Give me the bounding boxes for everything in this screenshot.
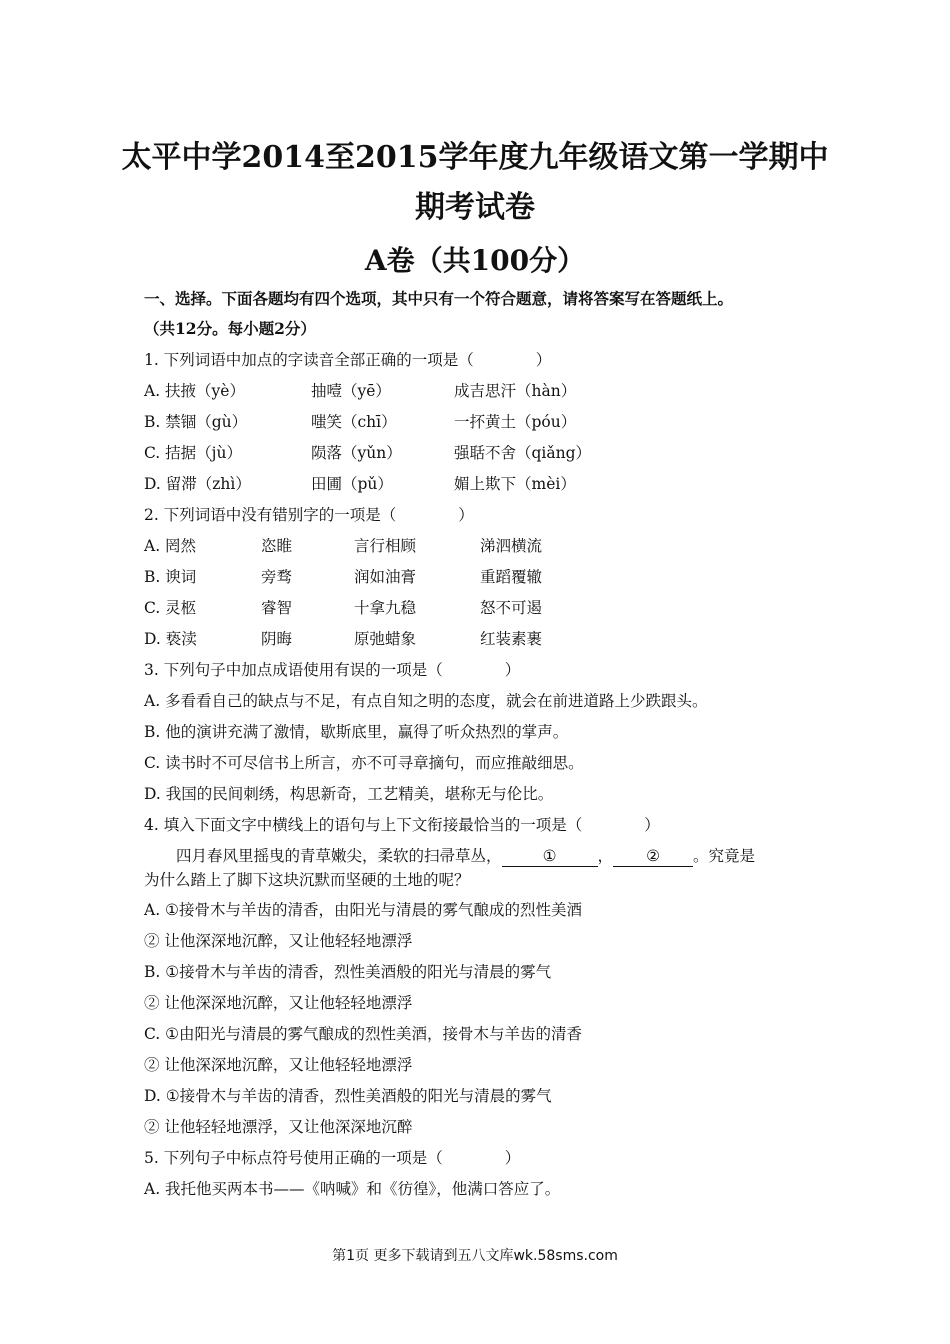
q2-b-word4: 重蹈覆辙 [480, 568, 543, 586]
q4-option-d2: ② 让他轻轻地漂浮，又让他深深地沉醉 [144, 1118, 413, 1136]
q2-a-word2: 恣睢 [261, 537, 293, 555]
q2-a-word1: A. 罔然 [144, 537, 197, 555]
q1-a-word1: A. 扶掖（yè） [144, 382, 245, 400]
q2-c-word4: 怒不可遏 [480, 599, 543, 617]
q1-d-word2: 田圃（pǔ） [311, 475, 393, 493]
q1-c-word2: 陨落（yǔn） [311, 444, 402, 462]
q5-option-a: A. 我托他买两本书——《呐喊》和《彷徨》，他满口答应了。 [144, 1180, 561, 1198]
q1-b-word2: 嗤笑（chī） [311, 413, 397, 431]
exam-title-line1: 太平中学2014至2015学年度九年级语文第一学期中 [121, 140, 829, 175]
q2-d-word2: 阴晦 [261, 630, 293, 648]
q4-passage-part2: 。究竟是 [693, 847, 756, 865]
q4-comma: ， [597, 847, 614, 865]
q2-stem: 2. 下列词语中没有错别字的一项是（ ） [144, 506, 474, 524]
q4-option-a1: A. ①接骨木与羊齿的清香，由阳光与清晨的雾气酿成的烈性美酒 [144, 901, 582, 919]
q4-option-c1: C. ①由阳光与清晨的雾气酿成的烈性美酒，接骨木与羊齿的清香 [144, 1025, 583, 1043]
q4-option-c2: ② 让他深深地沉醉，又让他轻轻地漂浮 [144, 1056, 413, 1074]
q4-stem: 4. 填入下面文字中横线上的语句与上下文衔接最恰当的一项是（ ） [144, 816, 660, 834]
exam-title-line2: 期考试卷 [415, 190, 535, 225]
q2-c-word1: C. 灵柩 [144, 599, 197, 617]
q4-blank2: ② [613, 846, 693, 867]
q1-d-word3: 媚上欺下（mèi） [454, 475, 576, 493]
q2-a-word3: 言行相顾 [354, 537, 417, 555]
q3-option-b: B. 他的演讲充满了激情，歇斯底里，赢得了听众热烈的掌声。 [144, 723, 569, 741]
q3-option-c: C. 读书时不可尽信书上所言，亦不可寻章摘句，而应推敲细思。 [144, 754, 584, 772]
q1-c-word3: 强聒不舍（qiǎng） [454, 444, 592, 462]
q4-passage-line1 [176, 845, 755, 867]
q1-b-word1: B. 禁锢（gù） [144, 413, 248, 431]
section1-heading: 一、选择。下面各题均有四个选项，其中只有一个符合题意，请将答案写在答题纸上。 [144, 289, 734, 308]
q3-stem: 3. 下列句子中加点成语使用有误的一项是（ ） [144, 661, 521, 679]
q1-stem: 1. 下列词语中加点的字读音全部正确的一项是（ ） [144, 351, 552, 369]
q5-stem: 5. 下列句子中标点符号使用正确的一项是（ ） [144, 1149, 521, 1167]
q2-b-word1: B. 谀词 [144, 568, 197, 586]
q1-c-word1: C. 拮据（jù） [144, 444, 242, 462]
q1-d-word1: D. 留滞（zhì） [144, 475, 251, 493]
q1-b-word3: 一抔黄土（póu） [454, 413, 577, 431]
q2-d-word1: D. 亵渎 [144, 630, 197, 648]
q4-blank1: ① [502, 846, 598, 867]
q2-d-word4: 红装素裹 [480, 630, 543, 648]
q4-option-b1: B. ①接骨木与羊齿的清香，烈性美酒般的阳光与清晨的雾气 [144, 963, 552, 981]
q2-b-word2: 旁骛 [261, 568, 293, 586]
section1-note: （共12分。每小题2分） [144, 319, 316, 338]
q3-option-a: A. 多看看自己的缺点与不足，有点自知之明的态度，就会在前进道路上少跌跟头。 [144, 692, 708, 710]
q4-option-b2: ② 让他深深地沉醉，又让他轻轻地漂浮 [144, 994, 413, 1012]
q2-c-word2: 睿智 [261, 599, 293, 617]
q4-option-a2: ② 让他深深地沉醉，又让他轻轻地漂浮 [144, 932, 413, 950]
q4-option-d1: D. ①接骨木与羊齿的清香，烈性美酒般的阳光与清晨的雾气 [144, 1087, 552, 1105]
exam-subtitle: A卷（共100分） [364, 244, 586, 277]
q2-d-word3: 原弛蜡象 [354, 630, 417, 648]
q3-option-d: D. 我国的民间刺绣，构思新奇，工艺精美，堪称无与伦比。 [144, 785, 554, 803]
q4-passage-line2: 为什么踏上了脚下这块沉默而坚硬的土地的呢？ [144, 871, 470, 889]
page-footer: 第1页 更多下载请到五八文库wk.58sms.com [332, 1248, 618, 1264]
q2-b-word3: 润如油膏 [354, 568, 417, 586]
q1-a-word2: 抽噎（yē） [311, 382, 391, 400]
q2-a-word4: 涕泗横流 [480, 537, 543, 555]
q2-c-word3: 十拿九稳 [354, 599, 417, 617]
q1-a-word3: 成吉思汗（hàn） [454, 382, 577, 400]
q4-passage-part1: 四月春风里摇曳的青草嫩尖，柔软的扫帚草丛， [176, 847, 502, 865]
